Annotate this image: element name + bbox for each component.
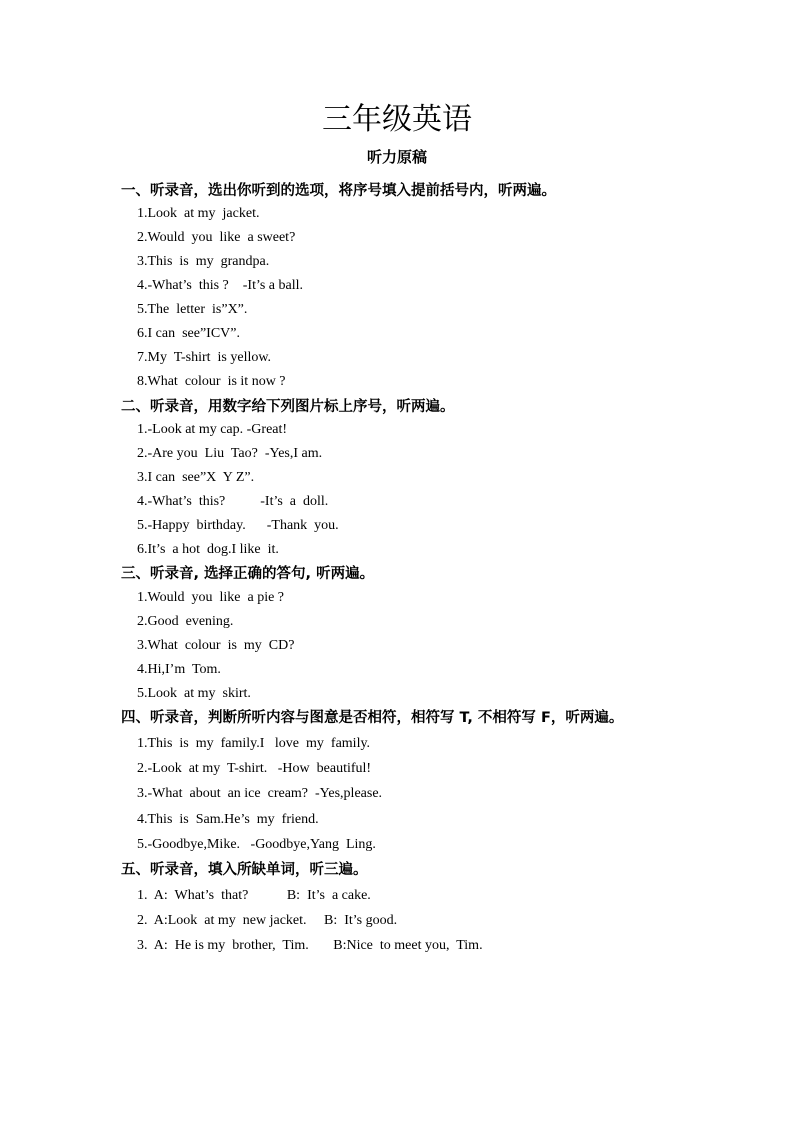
section-3-item: 4.Hi,I’m Tom. [137, 662, 221, 677]
page-subtitle: 听力原稿 [366, 148, 427, 166]
section-3-item: 2.Good evening. [137, 614, 234, 629]
section-4-item: 3.-What about an ice cream? -Yes,please. [137, 786, 383, 801]
section-4-item: 1.This is my family.I love my family. [137, 736, 371, 751]
section-2-item: 4.-What’s this? -It’s a doll. [137, 494, 329, 509]
section-1-item: 4.-What’s this ? -It’s a ball. [137, 278, 304, 293]
section-2-item: 6.It’s a hot dog.I like it. [137, 542, 279, 557]
section-3-item: 5.Look at my skirt. [137, 686, 251, 701]
section-1-item: 7.My T-shirt is yellow. [137, 350, 272, 365]
section-4-heading: 四、听录音，判断所听内容与图意是否相符，相符写 T, 不相符写 F，听两遍。 [121, 710, 624, 726]
section-3-item: 1.Would you like a pie ? [137, 590, 285, 605]
section-1-item: 3.This is my grandpa. [137, 254, 270, 269]
section-5-item: 3. A: He is my brother, Tim. B:Nice to meet you, Tim. [137, 938, 483, 953]
page-title: 三年级英语 [322, 102, 472, 137]
section-4-item: 4.This is Sam.He’s my friend. [137, 812, 319, 827]
section-2-item: 2.-Are you Liu Tao? -Yes,I am. [137, 446, 323, 461]
section-1-heading: 一、听录音，选出你听到的选项，将序号填入提前括号内，听两遍。 [121, 183, 556, 199]
section-4-item: 5.-Goodbye,Mike. -Goodbye,Yang Ling. [137, 837, 376, 852]
section-5-item: 2. A:Look at my new jacket. B: It’s good. [137, 913, 398, 928]
section-1-item: 5.The letter is”X”. [137, 302, 248, 317]
section-5-heading: 五、听录音，填入所缺单词，听三遍。 [121, 862, 368, 878]
section-3-heading: 三、听录音, 选择正确的答句, 听两遍。 [121, 566, 375, 582]
section-2-heading: 二、听录音，用数字给下列图片标上序号，听两遍。 [121, 399, 455, 415]
section-3-item: 3.What colour is my CD? [137, 638, 295, 653]
section-1-item: 8.What colour is it now ? [137, 374, 286, 389]
section-4-item: 2.-Look at my T-shirt. -How beautiful! [137, 761, 372, 776]
section-1-item: 1.Look at my jacket. [137, 206, 260, 221]
section-1-item: 6.I can see”ICV”. [137, 326, 241, 341]
section-2-item: 3.I can see”X Y Z”. [137, 470, 255, 485]
section-2-item: 1.-Look at my cap. -Great! [137, 422, 288, 437]
section-1-item: 2.Would you like a sweet? [137, 230, 296, 245]
section-2-item: 5.-Happy birthday. -Thank you. [137, 518, 339, 533]
section-5-item: 1. A: What’s that? B: It’s a cake. [137, 888, 371, 903]
